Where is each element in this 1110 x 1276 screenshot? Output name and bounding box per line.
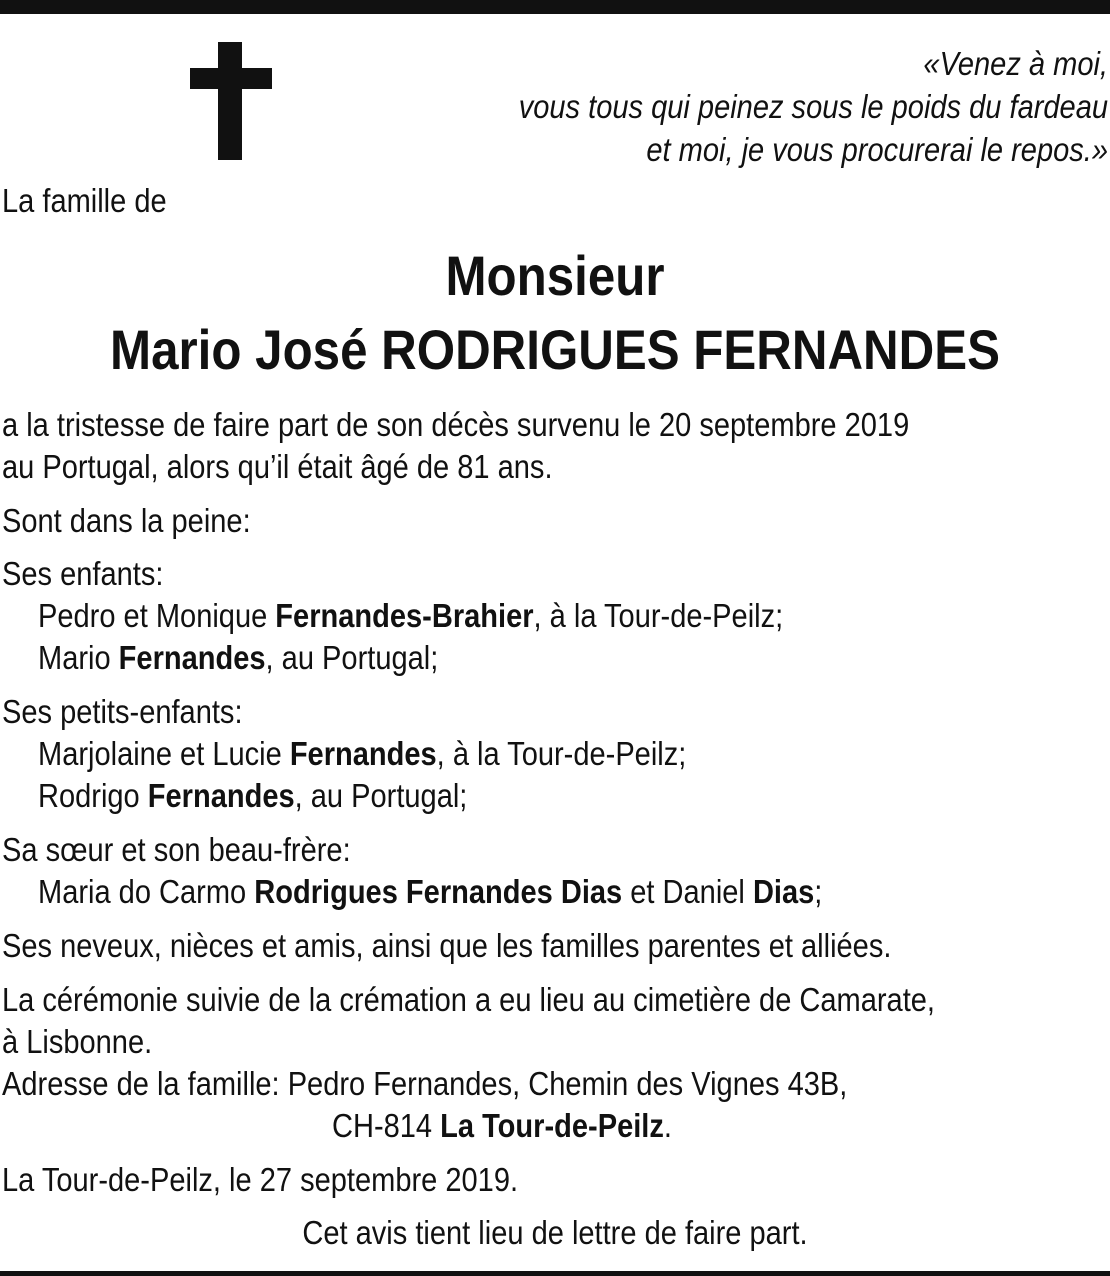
- address-line-2: CH-814 La Tour-de-Peilz.: [332, 1107, 672, 1144]
- deceased-name: Mario José RODRIGUES FERNANDES: [110, 318, 1000, 381]
- announcement-line-1: a la tristesse de faire part de son décès survenu le 20 septembre 2019: [2, 406, 910, 443]
- quote-line-2: vous tous qui peinez sous le poids du fardeau: [518, 88, 1108, 125]
- quote-line-1: «Venez à moi,: [923, 45, 1108, 82]
- bottom-rule: [0, 1271, 1110, 1276]
- others-line: Ses neveux, nièces et amis, ainsi que les familles parentes et alliées.: [2, 927, 892, 964]
- grandchildren-row-1: Marjolaine et Lucie Fernandes, à la Tour-de-Peilz;: [38, 735, 687, 772]
- children-heading: Ses enfants:: [2, 555, 164, 592]
- grandchildren-heading: Ses petits-enfants:: [2, 693, 243, 730]
- children-row-1: Pedro et Monique Fernandes-Brahier, à la Tour-de-Peilz;: [38, 597, 784, 634]
- children-row-2: Mario Fernandes, au Portugal;: [38, 639, 439, 676]
- mourners-heading: Sont dans la peine:: [2, 502, 251, 539]
- announcement-line-2: au Portugal, alors qu’il était âgé de 81 ans.: [2, 448, 553, 485]
- deceased-title: Monsieur: [445, 244, 665, 307]
- cross-icon: [190, 42, 272, 160]
- grandchildren-row-2: Rodrigo Fernandes, au Portugal;: [38, 777, 468, 814]
- quote-line-3: et moi, je vous procurerai le repos.»: [646, 131, 1108, 168]
- intro-text: La famille de: [2, 182, 167, 219]
- date-line: La Tour-de-Peilz, le 27 septembre 2019.: [2, 1161, 519, 1198]
- top-rule: [0, 0, 1110, 14]
- footer-note: Cet avis tient lieu de lettre de faire part.: [302, 1214, 808, 1251]
- sister-row-1: Maria do Carmo Rodrigues Fernandes Dias et Daniel Dias;: [38, 873, 823, 910]
- address-line-1: Adresse de la famille: Pedro Fernandes, Chemin des Vignes 43B,: [2, 1065, 848, 1102]
- sister-heading: Sa sœur et son beau-frère:: [2, 831, 351, 868]
- ceremony-line-1: La cérémonie suivie de la crémation a eu lieu au cimetière de Camarate,: [2, 981, 936, 1018]
- bible-quote: [439, 42, 1108, 171]
- ceremony-line-2: à Lisbonne.: [2, 1023, 153, 1060]
